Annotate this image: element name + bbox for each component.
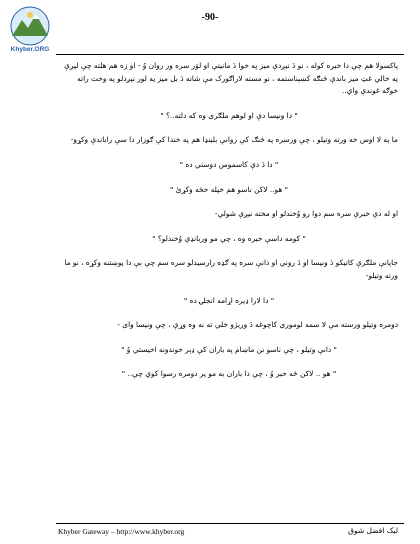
paragraph: " هو .. لاکن څه خبر وُ ، چې دا باران به مو پر دومره رسوا کوي چې.. " [121,369,337,379]
paragraph: " دا لارا ډیره اړامه انجلۍ ده " [183,295,275,305]
paragraph: " دا دَ دې کاسموس دوستي ده " [179,159,279,169]
paragraph: " دا ونیسا دې او لوهم ملګری وه که دلته..؟ " [160,110,298,120]
paragraph: ما په لا اوس خه ورته وتیلو ، چې ورسره په څنګ کې روانې بلینډا هم په خندا کې ګوزار دا سې راباندې وکړو- [70,135,398,145]
footer-author: لیک افضل شوق [348,526,398,535]
page-number: -90- [201,12,219,23]
footer-divider [56,523,404,524]
paragraph: جاپانې ملګرې کاتیکو دَ ونیسا او دَ روني او دانې سره په ګډه رارسیدلو سره سم چې بې دا پوښتنه وکړه ، نو ما ورته وتیلو- [64,258,398,280]
paragraph: او له دې خبرې سره سم دوا رو وُخندلو او مخته نیږې شولې- [214,209,398,219]
paragraph: " دانې وتیلو ، چې ناسو نن ماښام په باران کې ډېر خوندونه اخیستي وُ " [121,344,337,354]
paragraph: پاکسولا هم چې دا خبره کوله ، نو دَ نیږدې میز په خوا دَ مانیتې او لوَر سره ور روان وُ - او زه هم هلته چې لیږې په خالي غټ میز باندې څنګه کښېناستمه ، نو مسته لاراګورک مې شانه دَ بل میز په لور نیږدلو په وخت راته خوګه غوندې واي.. [64,61,398,96]
document-body [60,60,398,520]
footer-source: Khyber Gateway – http://www.khyber.org [58,527,185,536]
paragraph: " هو.. لاکن ناسو هم خپله خځه وکړئ " [170,184,288,194]
paragraph: دومره وتیلو ورسته مې لا سمه لوموری کاچوغه دَ وریژو خلي ته نه وه وړې ، چې ونیسا وای - [117,320,398,330]
header-divider [56,54,404,55]
paragraph: " کومه داسې خبره وه ، چې مو وربانډې وُخندلو؟ " [152,233,306,243]
logo-text: Khyber.ORG [10,46,50,53]
